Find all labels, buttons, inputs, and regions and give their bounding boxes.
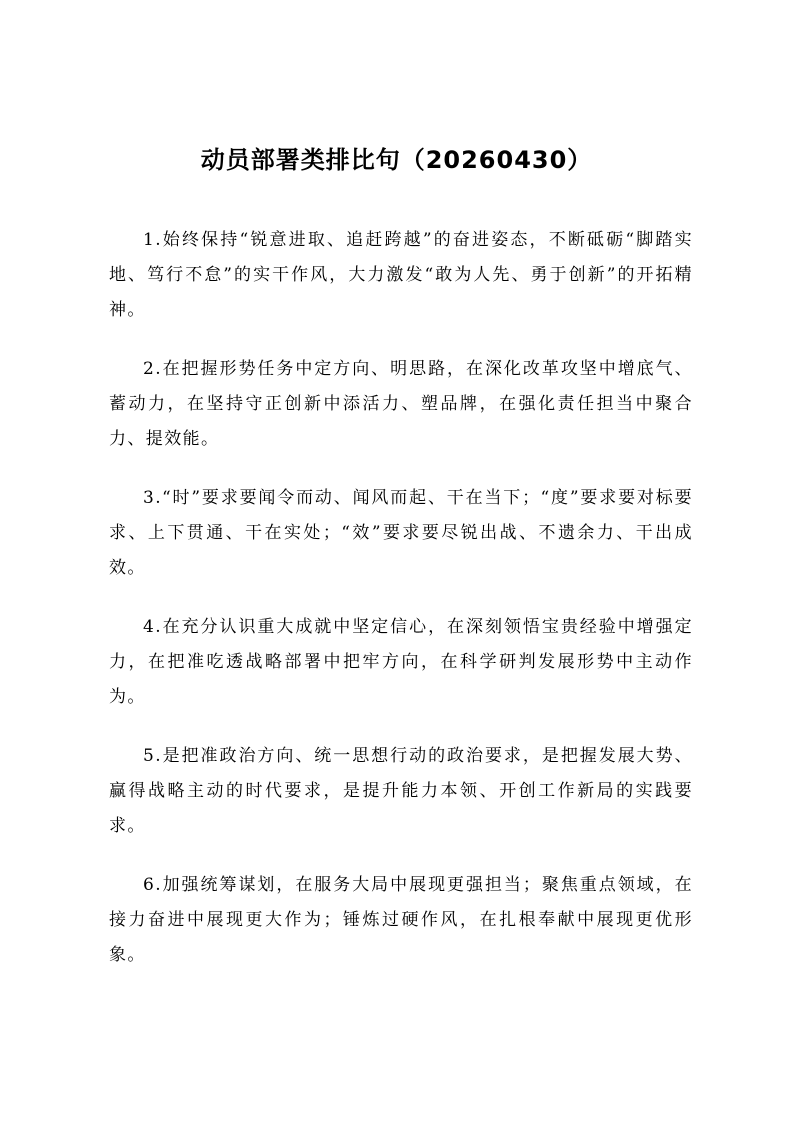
document-body bbox=[109, 223, 693, 997]
paragraph-1: 1.始终保持“锐意进取、追赶跨越”的奋进姿态，不断砥砺“脚踏实地、笃行不怠”的实干作风，大力激发“敢为人先、勇于创新”的开拓精神。 bbox=[109, 230, 693, 320]
paragraph-5: 5.是把准政治方向、统一思想行动的政治要求，是把握发展大势、赢得战略主动的时代要求，是提升能力本领、开创工作新局的实践要求。 bbox=[109, 746, 693, 836]
paragraph-4: 4.在充分认识重大成就中坚定信心，在深刻领悟宝贵经验中增强定力，在把准吃透战略部署中把牢方向，在科学研判发展形势中主动作为。 bbox=[109, 617, 693, 707]
paragraph-2: 2.在把握形势任务中定方向、明思路，在深化改革攻坚中增底气、蓄动力，在坚持守正创新中添活力、塑品牌，在强化责任担当中聚合力、提效能。 bbox=[109, 359, 693, 449]
paragraph-6: 6.加强统筹谋划，在服务大局中展现更强担当；聚焦重点领域，在接力奋进中展现更大作为；锤炼过硬作风，在扎根奉献中展现更优形象。 bbox=[109, 875, 693, 965]
document-title: 动员部署类排比句（20260430） bbox=[200, 146, 593, 174]
paragraph-3: 3.“时”要求要闻令而动、闻风而起、干在当下；“度”要求要对标要求、上下贯通、干在实处；“效”要求要尽锐出战、不遗余力、干出成效。 bbox=[109, 488, 693, 578]
